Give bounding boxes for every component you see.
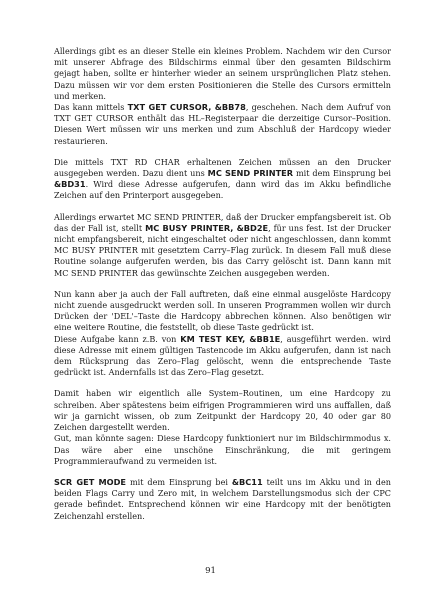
routine-name-bold: MC SEND PRINTER bbox=[207, 168, 294, 179]
page-number: 91 bbox=[205, 566, 216, 576]
routine-name-bold: TXT GET CURSOR, &BB78 bbox=[127, 102, 246, 113]
text-run: mit dem Einsprung bei bbox=[293, 168, 391, 179]
paragraph-txt-get-cursor bbox=[54, 102, 391, 147]
paragraph-km-test-key bbox=[54, 334, 391, 379]
address-bold: &BC11 bbox=[231, 476, 263, 487]
paragraph-mc-send-printer bbox=[54, 157, 391, 202]
text-run: teilt uns im Akku und in den beiden Flags Carry und Zero mit, in welchem Darstellungsmodus sich der CPC gerade befindet. Entsprechend können wir eine Hardcopy mit der benötigten Zeichenzahl erstellen. bbox=[54, 476, 391, 521]
paragraph-mc-busy-printer bbox=[54, 212, 391, 279]
text-run: Damit haben wir eigentlich alle System–Routinen, um eine Hardcopy zu schreiben. Aber spätestens beim eifrigen Programmieren wird uns auffallen, daß wir ja garnicht wissen, ob zum Zeitpunkt der Hardcopy 20, 40 oder gar 80 Zeichen dargestellt werden. bbox=[54, 388, 391, 433]
text-run: Die mittels TXT RD CHAR erhaltenen Zeichen müssen an den Drucker ausgegeben werden. Dazu dient uns bbox=[54, 156, 391, 179]
text-run: Gut, man könnte sagen: Diese Hardcopy funktioniert nur im Bildschirmmodus x. Das wäre aber eine unschöne Einschränkung, die mit geringem Programmieraufwand zu vermeiden ist. bbox=[54, 433, 391, 466]
text-run: . Wird diese Adresse aufgerufen, dann wird das im Akku befindliche Zeichen auf den Printerport ausgegeben. bbox=[54, 179, 391, 201]
paragraph-screen-mode bbox=[54, 433, 391, 467]
paragraph-abort-hardcopy bbox=[54, 289, 391, 334]
routine-name-bold: KM TEST KEY, &BB1E bbox=[180, 333, 281, 344]
text-run: , für uns fest. Ist der Drucker nicht empfangsbereit, nicht eingeschaltet oder nicht angeschlossen, dann kommt MC BUSY PRINTER mit gesetztem Carry–Flag zurück. In diesem Fall muß diese Routine solange aufgerufen werden, bis das Carry gelöscht ist. Dann kann mit MC SEND PRINTER das gewünschte Zeichen ausgegeben werden. bbox=[54, 222, 391, 278]
paragraph-cursor-problem bbox=[54, 46, 391, 102]
text-run: , geschehen. Nach dem Aufruf von TXT GET CURSOR enthält das HL–Registerpaar die derzeitige Cursor–Position. Diesen Wert müssen wir uns merken und zum Abschluß der Hardcopy wieder restaurieren. bbox=[54, 102, 391, 146]
text-run: Diese Aufgabe kann z.B. von bbox=[54, 333, 181, 344]
address-bold: &BD31 bbox=[54, 179, 86, 190]
text-run: Allerdings gibt es an dieser Stelle ein kleines Problem. Nachdem wir den Cursor mit unserer Abfrage des Bildschirms einmal über den gesamten Bildschirm gejagt haben, sollte er hinterher wieder an seinem ursprünglichen Platz stehen. Dazu müssen wir vor dem ersten Positionieren die Stelle des Cursors ermitteln und merken. bbox=[54, 46, 391, 101]
paragraph-system-routines bbox=[54, 388, 391, 433]
text-run: Allerdings erwartet MC SEND PRINTER, daß der Drucker empfangsbereit ist. Ob das der Fall ist, stellt bbox=[54, 211, 391, 233]
text-run: Nun kann aber ja auch der Fall auftreten, daß eine einmal ausgelöste Hardcopy nicht zuende ausgedruckt werden soll. In unseren Programmen wollen wir durch Drücken der 'DEL'–Taste die Hardcopy abbrechen können. Also benötigen wir eine weitere Routine, die feststellt, ob diese Taste gedrückt ist. bbox=[54, 288, 391, 333]
paragraph-scr-get-mode bbox=[54, 477, 391, 522]
text-run: mit dem Einsprung bei bbox=[126, 476, 232, 487]
text-run: , ausgeführt werden. wird diese Adresse mit einem gültigen Tastencode im Akku aufgerufen, dann ist nach dem Rücksprung das Zero–Flag gelöscht, wenn die entsprechende Taste gedrückt ist. Andernfalls ist das Zero–Flag gesetzt. bbox=[54, 333, 391, 378]
text-run: Das kann mittels bbox=[54, 102, 128, 113]
routine-name-bold: SCR GET MODE bbox=[54, 476, 127, 487]
routine-name-bold: MC BUSY PRINTER, &BD2E bbox=[145, 222, 269, 233]
